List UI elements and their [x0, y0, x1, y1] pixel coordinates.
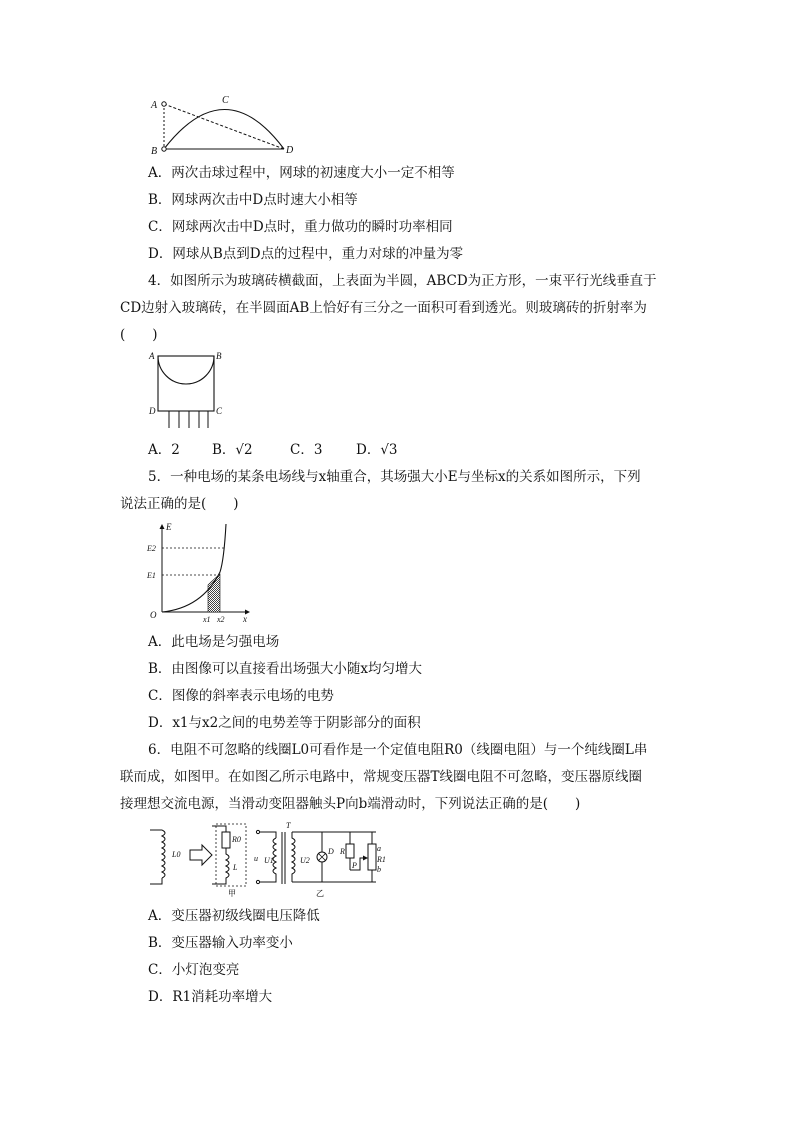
e-x-graph	[140, 520, 256, 626]
q6-option-a: A．变压器初级线圈电压降低	[148, 908, 320, 924]
q6-stem-line2: 联而成，如图甲。在如图乙所示电路中，常规变压器T线圈电阻不可忽略，变压器原线圈	[120, 769, 643, 785]
x1-label: x1	[203, 615, 211, 624]
r1-label: R1	[377, 855, 386, 864]
x2-label: x2	[217, 615, 225, 624]
u-label: u	[254, 854, 258, 863]
y-axis-label: E	[166, 522, 172, 532]
r0-label: R0	[232, 835, 241, 844]
b-label: b	[377, 865, 381, 874]
q6-option-d: D．R1消耗功率增大	[148, 989, 273, 1005]
glass-brick-figure	[144, 348, 230, 430]
p-label: P	[352, 861, 357, 870]
label-C: C	[222, 95, 229, 106]
e1-label: E1	[147, 571, 156, 580]
label-A: A	[149, 351, 155, 361]
circuit-figure	[146, 818, 386, 898]
q5-option-d: D．x1与x2之间的电势差等于阴影部分的面积	[148, 715, 421, 731]
origin-label: O	[150, 610, 157, 620]
q6-stem-line1: 6．电阻不可忽略的线圈L0可看作是一个定值电阻R0（线圈电阻）与一个纯线圈L串	[148, 742, 648, 758]
q5-stem-line2: 说法正确的是( )	[120, 496, 239, 512]
label-C: C	[216, 406, 223, 416]
q4-stem-line1: 4．如图所示为玻璃砖横截面，上表面为半圆，ABCD为正方形，一束平行光线垂直于	[148, 273, 657, 289]
q4-option-c: C．3	[290, 442, 323, 458]
q3-option-b: B．网球两次击中D点时速大小相等	[148, 192, 358, 208]
a-label: a	[377, 844, 381, 853]
label-B: B	[216, 351, 222, 361]
yi-label: 乙	[316, 889, 324, 898]
q5-option-a: A．此电场是匀强电场	[148, 634, 280, 650]
q6-option-b: B．变压器输入功率变小	[148, 935, 293, 951]
q4-option-a: A．2	[148, 442, 180, 458]
q4-stem-line2: CD边射入玻璃砖，在半圆面AB上恰好有三分之一面积可看到透光。则玻璃砖的折射率为	[120, 300, 647, 316]
l0-label: L0	[172, 850, 181, 859]
q5-option-c: C．图像的斜率表示电场的电势	[148, 688, 334, 704]
q6-option-c: C．小灯泡变亮	[148, 962, 240, 978]
x-axis-label: x	[243, 614, 247, 624]
q5-stem-line1: 5．一种电场的某条电场线与x轴重合，其场强大小E与坐标x的关系如图所示，下列	[148, 469, 641, 485]
jia-label: 甲	[228, 889, 236, 898]
q3-option-a: A．两次击球过程中，网球的初速度大小一定不相等	[148, 165, 455, 181]
q3-option-d: D．网球从B点到D点的过程中，重力对球的冲量为零	[148, 246, 464, 262]
label-A: A	[151, 100, 158, 111]
label-D: D	[149, 406, 156, 416]
l-label: L	[233, 863, 238, 872]
label-B: B	[151, 146, 158, 157]
label-D: D	[286, 145, 294, 156]
q5-option-b: B．由图像可以直接看出场强大小随x均匀增大	[148, 661, 423, 677]
q3-option-c: C．网球两次击中D点时，重力做功的瞬时功率相同	[148, 219, 453, 235]
q4-option-b: B．√2	[212, 442, 253, 458]
d-label: D	[328, 847, 334, 856]
trajectory-figure	[140, 92, 310, 158]
u2-label: U2	[300, 856, 310, 865]
u1-label: U1	[264, 856, 274, 865]
q4-answer-bracket: ( )	[120, 327, 158, 343]
q6-stem-line3: 接理想交流电源，当滑动变阻器触头P向b端滑动时，下列说法正确的是( )	[120, 796, 581, 812]
e2-label: E2	[147, 544, 156, 553]
t-label: T	[286, 821, 291, 830]
q4-option-d: D．√3	[356, 442, 398, 458]
r-label: R	[340, 847, 345, 856]
